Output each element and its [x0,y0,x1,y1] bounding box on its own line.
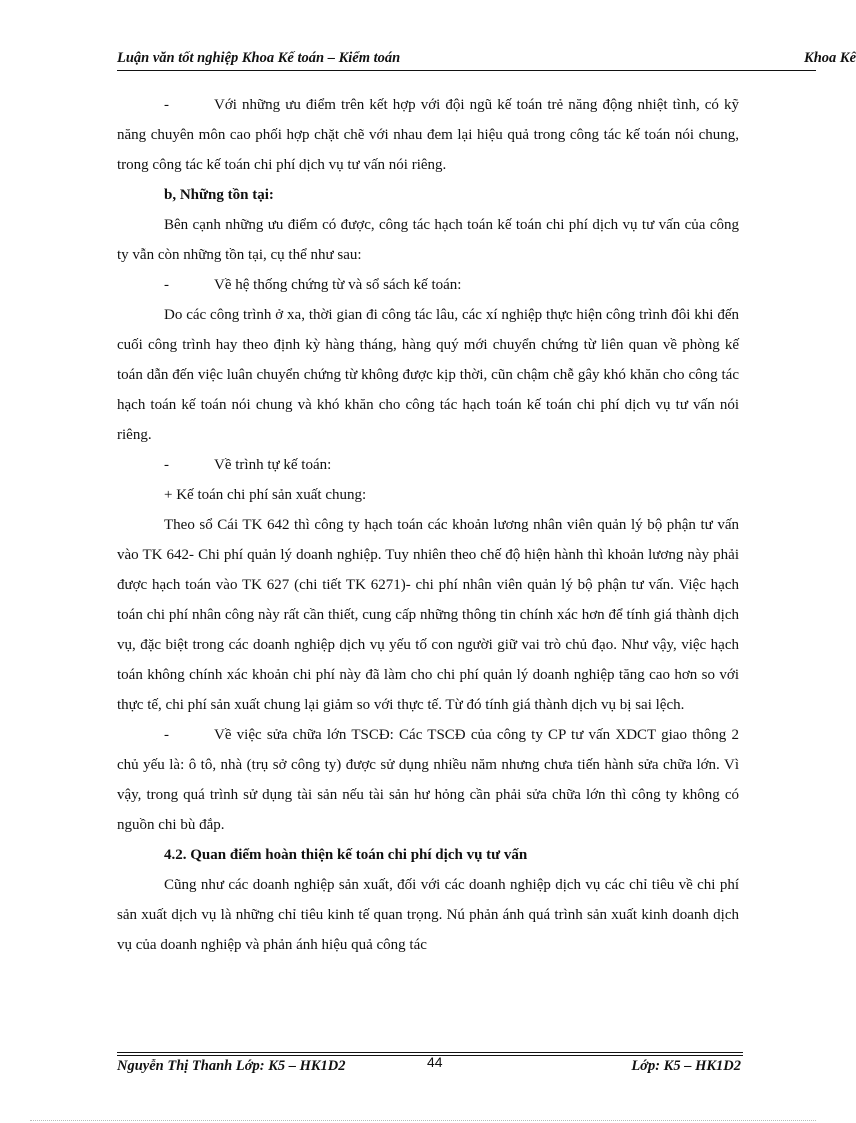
footer-author: Nguyễn Thị Thanh Lớp: K5 – HK1D2 [117,1058,346,1074]
page-edge [30,1120,816,1121]
header-title: Luận văn tốt nghiệp Khoa Kế toán – Kiểm toán [117,50,401,66]
paragraph-6: - Về trình tự kế toán: [164,457,332,473]
paragraph-4: - Về hệ thống chứng từ và sổ sách kế toán: [164,277,462,293]
paragraph-5: Do các công trình ở xa, thời gian đi công tác lâu, các xí nghiệp thực hiện công trình đôi khi đến cuối công trình hay theo định kỳ hàng tháng, hàng quý mới chuyển chứng từ liên quan về phòng kế toán dẫn đến việc luân chuyển chứng từ không được kịp thời, cũn chậm chễ gây khó khăn cho công tác hạch toán kế toán nói chung và khó khăn cho công tác hạch toán kế toán chi phí dịch vụ tư vấn nói riêng. [117,307,739,443]
heading-ton-tai: b, Những tồn tại: [164,187,274,203]
heading-quan-diem: 4.2. Quan điểm hoàn thiện kế toán chi phí dịch vụ tư vấn [164,847,528,863]
paragraph-1: - Với những ưu điểm trên kết hợp với đội ngũ kế toán trẻ năng động nhiệt tình, có kỹ năng chuyên môn cao phối hợp chặt chẽ với nhau đem lại hiệu quả trong công tác kế toán nói chung, trong công tác kế toán chi phí dịch vụ tư vấn nói riêng. [117,97,739,173]
header-right: Khoa Kế [804,50,856,66]
paragraph-7: + Kế toán chi phí sản xuất chung: [164,487,367,503]
page-number: 44 [427,1054,443,1070]
paragraph-9: - Về việc sửa chữa lớn TSCĐ: Các TSCĐ của công ty CP tư vấn XDCT giao thông 2 chủ yếu là: ô tô, nhà (trụ sở công ty) được sử dụng nhiều năm nhưng chưa tiến hành sửa chữa lớn. Vì vậy, trong quá trình sử dụng tài sản nếu tài sản hư hỏng cần phải sửa chữa lớn thì công ty không có nguồn chi bù đắp. [117,727,739,833]
page-footer [117,1054,743,1080]
paragraph-8: Theo sổ Cái TK 642 thì công ty hạch toán các khoản lương nhân viên quản lý bộ phận tư vấn vào TK 642- Chi phí quản lý doanh nghiệp. Tuy nhiên theo chế độ hiện hành thì khoản lương này phải được hạch toán vào TK 627 (chi tiết TK 6271)- chi phí nhân viên quản lý bộ phận tư vấn. Việc hạch toán chi phí nhân công này rất cần thiết, cung cấp những thông tin chính xác hơn để tính giá thành dịch vụ, đặc biệt trong các doanh nghiệp dịch vụ yếu tố con người giữ vai trò chủ đạo. Như vậy, việc hạch toán không chính xác khoản chi phí này đã làm cho chi phí quản lý doanh nghiệp tăng cao hơn so với thực tế, chi phí sản xuất chung lại giảm so với thực tế. Từ đó tính giá thành dịch vụ bị sai lệch. [117,517,739,713]
page-header [117,50,856,68]
paragraph-11: Cũng như các doanh nghiệp sản xuất, đối với các doanh nghiệp dịch vụ các chỉ tiêu về chi phí sản xuất dịch vụ là những chỉ tiêu kinh tế quan trọng. Nú phản ánh quá trình sản xuất kinh doanh dịch vụ của doanh nghiệp và phản ánh hiệu quả công tác [117,877,739,953]
footer-class: Lớp: K5 – HK1D2 [631,1058,741,1074]
paragraph-3: Bên cạnh những ưu điểm có được, công tác hạch toán kế toán chi phí dịch vụ tư vấn của công ty vẫn còn những tồn tại, cụ thể như sau: [117,217,739,263]
document-body [117,90,739,960]
footer-rule-top [117,1052,743,1053]
header-rule [117,70,816,71]
